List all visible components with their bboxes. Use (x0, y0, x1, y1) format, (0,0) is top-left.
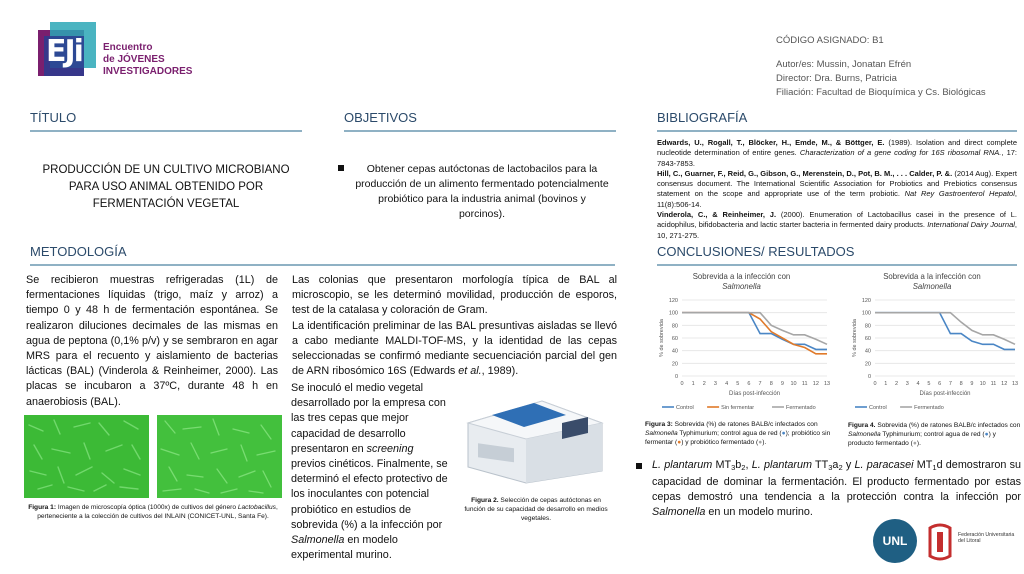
chart-1-svg (650, 292, 833, 416)
bullet-icon (338, 165, 344, 171)
y-axis-label: % de sobrevida (659, 319, 665, 357)
y-tick-label: 100 (861, 310, 871, 317)
y-tick-label: 20 (864, 361, 871, 368)
device-drawing (462, 393, 610, 485)
chart-2-svg (843, 292, 1021, 416)
y-tick-label: 60 (864, 336, 871, 342)
rule-bibliografia (657, 130, 1017, 132)
x-axis-label: Días post-infección (728, 391, 781, 397)
objective (340, 162, 610, 222)
methodology-col3: Se inoculó el medio vegetal desarrollado por la empresa con las tres cepas que mejor capacidad de desarrollo presentaron en screening previos cinéticos. Finalmente, se determinó el efecto protectivo de los inoculantes con potencial probiótico en estudios de sobrevida (%) a la infección por Salmonella en modelo experimental murino. (291, 382, 448, 562)
heading-titulo: TÍTULO (30, 110, 77, 125)
x-tick-label: 9 (780, 381, 784, 387)
header-info (776, 34, 1016, 100)
microplate-reader-image (462, 393, 610, 485)
x-tick-label: 13 (823, 381, 831, 387)
y-tick-label: 20 (671, 361, 678, 368)
y-tick-label: 40 (671, 348, 678, 355)
x-tick-label: 4 (916, 381, 920, 387)
chart-survival-1 (650, 272, 833, 416)
event-logo (28, 18, 198, 88)
bibliography (657, 138, 1017, 241)
logo-letters: EJi (46, 34, 82, 69)
rule-titulo (30, 130, 302, 132)
series-line-fermentado (875, 313, 1015, 345)
heading-metodologia: METODOLOGÍA (30, 244, 127, 259)
conclusion-text: L. plantarum $MT_3b_2$, L. plantarum $TT_3a_2$ y L. paracasei $MT_1d$ demostraron su capacidad de dominar la fermentación. El producto fermentado por estas cepas demostró una tendencia a la protección contra la infección por Salmonella en un modelo murino. (652, 459, 1022, 518)
figure-4-caption: Figura 4. Sobrevida (%) de ratones BALB/c infectados con Salmonella Typhimurium; control agua de red (●) y producto fermentado (●). (848, 422, 1021, 448)
assigned-code: CÓDIGO ASIGNADO: B1 (776, 35, 884, 46)
y-tick-label: 40 (864, 348, 871, 355)
y-tick-label: 120 (861, 298, 871, 304)
x-tick-label: 1 (884, 381, 888, 387)
x-tick-label: 6 (747, 381, 751, 387)
x-tick-label: 8 (769, 381, 773, 387)
heading-objetivos: OBJETIVOS (344, 110, 417, 125)
chart-2-title: Sobrevida a la infección con Salmonella (883, 272, 981, 291)
x-tick-label: 4 (725, 381, 729, 387)
affiliation: Filiación: Facultad de Bioquímica y Cs. Biológicas (776, 87, 986, 98)
conclusion (636, 458, 1021, 520)
x-tick-label: 11 (990, 381, 997, 387)
methodology-col2: Las colonias que presentaron morfología típica de BAL al microscopio, se les determinó movilidad, producción de esporos, test de la catalasa y coloración de Gram. La identificación preliminar de las BAL presuntivas aisladas se llevó a cabo mediante MALDI-TOF-MS, y la identidad de las cepas seleccionadas se confirmó mediante secuenciación parcial del gen de ARN ribosómico 16S (Edwards et al., 1989). (292, 274, 617, 378)
reference: Hill, C., Guarner, F., Reid, G., Gibson, G., Merenstein, D., Pot, B. M., . . . Calder, P. &. (2014 Aug). Expert consensus document. The International Scientific Association for Probiotics and Prebiotics consensus statement on the scope and appropriate use of the term probiotic. Nat Rey Gastroenterol Hepatol, 11(8):506-14. (657, 168, 1017, 209)
heading-bibliografia: BIBLIOGRAFÍA (657, 110, 748, 125)
x-tick-label: 1 (691, 381, 695, 387)
x-tick-label: 12 (812, 381, 819, 387)
legend-label: Fermentado (914, 405, 944, 411)
y-tick-label: 80 (671, 323, 678, 330)
federacion-logo-text: Federación Universitaria del Litoral (958, 532, 1015, 545)
logo-text: Encuentro de JÓVENES INVESTIGADORES (103, 42, 193, 77)
legend-label: Sin fermentar (721, 405, 755, 411)
y-axis-label: % de sobrevida (852, 319, 858, 357)
eji-logo-mark (38, 22, 100, 84)
y-tick-label: 120 (668, 298, 678, 304)
legend-label: Fermentado (786, 405, 816, 411)
y-tick-label: 0 (674, 374, 678, 380)
microscopy-pattern-1 (24, 415, 149, 498)
bullet-icon (636, 463, 642, 469)
legend-label: Control (869, 405, 887, 411)
figure-1-caption: Figura 1: Imagen de microscopía óptica (1000x) de cultivos del género Lactobacillus, perteneciente a la colección de cultivos del INLAIN (CONICET-UNL, Santa Fe). (28, 504, 278, 520)
x-tick-label: 2 (702, 381, 706, 387)
authors: Autor/es: Mussin, Jonatan Efrén (776, 59, 912, 70)
figure-2-caption: Figura 2. Selección de cepas autóctonas en función de su capacidad de desarrollo en medios vegetales. (464, 497, 608, 522)
x-tick-label: 2 (895, 381, 899, 387)
microscopy-image-2 (157, 415, 282, 498)
chart-survival-2 (843, 272, 1021, 416)
chart-1-title: Sobrevida a la infección con Salmonella (692, 272, 791, 291)
federacion-logo (926, 520, 1018, 564)
x-tick-label: 12 (1001, 381, 1008, 387)
series-line-sin-fermentar (682, 313, 827, 354)
heading-conclusiones: CONCLUSIONES/ RESULTADOS (657, 244, 855, 259)
x-tick-label: 9 (970, 381, 974, 387)
y-tick-label: 100 (668, 310, 678, 317)
series-line-fermentado (682, 313, 827, 345)
legend-label: Control (676, 405, 694, 411)
rule-conclusiones (657, 264, 1017, 266)
rule-metodologia (30, 264, 615, 266)
director: Director: Dra. Burns, Patricia (776, 73, 897, 84)
x-tick-label: 5 (927, 381, 931, 387)
series-line-control (682, 313, 827, 350)
x-tick-label: 7 (948, 381, 952, 387)
x-tick-label: 10 (790, 381, 797, 387)
x-axis-label: Días post-infección (919, 391, 971, 397)
reference: Edwards, U., Rogall, T., Blöcker, H., Emde, M., & Böttger, E. (1989). Isolation and direct complete nucleotide determination of entire genes. Characterization of a gene coding for 16S ribosomal RNA., 17: 7843-7853. (657, 138, 1017, 168)
x-tick-label: 11 (801, 381, 808, 387)
y-tick-label: 60 (671, 336, 678, 342)
x-tick-label: 7 (758, 381, 762, 387)
figure-3-caption: Figura 3: Sobrevida (%) de ratones BALB/c infectados con Salmonella Typhimurium; control agua de red (●); probiótico sin fermentar (●) y probiótico fermentado (●). (645, 421, 831, 447)
microscopy-image-1 (24, 415, 149, 498)
unl-logo: UNL (873, 519, 917, 563)
x-tick-label: 13 (1011, 381, 1019, 387)
x-tick-label: 8 (959, 381, 963, 387)
y-tick-label: 80 (864, 323, 871, 330)
x-tick-label: 10 (979, 381, 986, 387)
x-tick-label: 0 (680, 381, 684, 387)
rule-objetivos (344, 130, 616, 132)
x-tick-label: 5 (736, 381, 740, 387)
x-tick-label: 3 (713, 381, 717, 387)
microscopy-pattern-2 (157, 415, 282, 498)
methodology-col1: Se recibieron muestras refrigeradas (1L) de fermentaciones líquidas (trigo, maíz y arroz) a tiempo 0 y 48 h de fermentación espontánea. Se realizaron diluciones decimales de las mismas en agua de peptona (0,1% p/v) y se sembraron en agar MRS para el recuento y aislamiento de bacterias lácticas (BAL) (Vinderola & Reinheimer, 2000). Las placas se incubaron a 37ºC, durante 48 h en anaerobiosis (BAL). (26, 274, 278, 408)
federacion-logo-mark (926, 522, 954, 562)
y-tick-label: 0 (867, 374, 871, 380)
x-tick-label: 0 (873, 381, 877, 387)
poster-title: PRODUCCIÓN DE UN CULTIVO MICROBIANO PARA USO ANIMAL OBTENIDO POR FERMENTACIÓN VEGETAL (42, 164, 290, 210)
x-tick-label: 3 (905, 381, 909, 387)
x-tick-label: 6 (938, 381, 942, 387)
reference: Vinderola, C., & Reinheimer, J. (2000). Enumeration of Lactobacillus casei in the presence of L. acidophilus, bifidobacteria and lactic starter bacteria in fermented dairy products. International Dairy Journal, 10, 271-275. (657, 210, 1018, 240)
objective-text: Obtener cepas autóctonas de lactobacilos para la producción de un alimento fermentado potencialmente probiótico para la industria animal (bovinos y porcinos). (355, 163, 609, 220)
series-line-control (875, 313, 1015, 350)
